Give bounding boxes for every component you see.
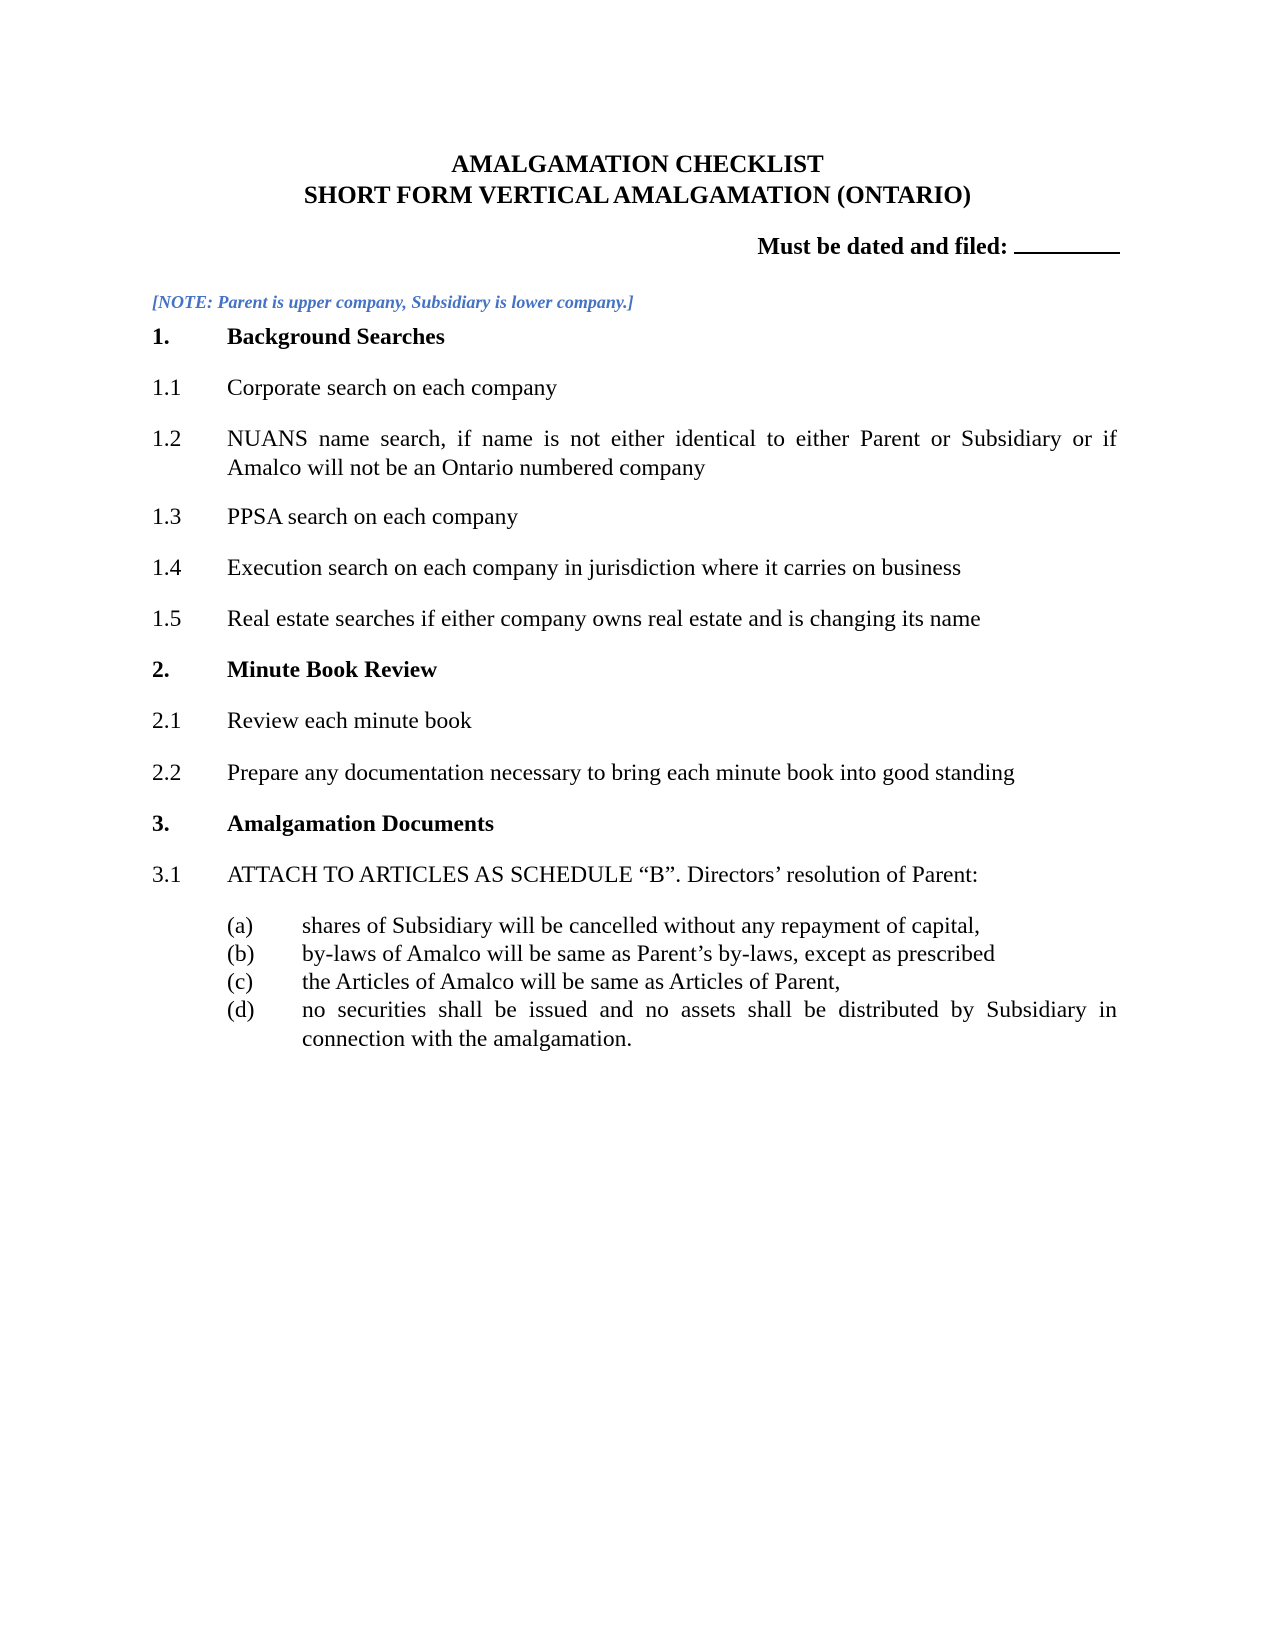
item-number: 1.4 [152,555,182,581]
section-number: 1. [152,324,170,350]
subitem-text: shares of Subsidiary will be cancelled without any repayment of capital, [302,913,981,939]
item-text: PPSA search on each company [227,504,519,530]
item-number: 2.1 [152,708,182,734]
subitem-text: the Articles of Amalco will be same as Articles of Parent, [302,969,841,995]
subitem-letter: (a) [227,913,254,939]
item-number: 1.1 [152,375,182,401]
subitem-text: by-laws of Amalco will be same as Parent’s by-laws, except as prescribed [302,941,996,967]
subitem-letter: (c) [227,969,254,995]
document-subtitle: SHORT FORM VERTICAL AMALGAMATION (ONTARIO) [303,182,972,209]
item-text: Prepare any documentation necessary to bring each minute book into good standing [227,760,1015,786]
item-number: 2.2 [152,760,182,786]
subitem-letter: (b) [227,941,255,967]
parent-subsidiary-note: [NOTE: Parent is upper company, Subsidiary is lower company.] [152,292,634,312]
subitem-text: no securities shall be issued and no assets shall be distributed by Subsidiary in connection with the amalgamation. [302,997,1117,1052]
subitem-letter: (d) [227,997,255,1023]
item-number: 1.3 [152,504,182,530]
item-text: NUANS name search, if name is not either identical to either Parent or Subsidiary or if Amalco will not be an Ontario numbered company [227,426,1117,481]
item-number: 3.1 [152,862,182,888]
item-text: Corporate search on each company [227,375,558,401]
document-title: AMALGAMATION CHECKLIST [451,151,824,178]
item-text: ATTACH TO ARTICLES AS SCHEDULE “B”. Directors’ resolution of Parent: [227,862,979,888]
section-title: Background Searches [227,324,445,350]
section-title: Minute Book Review [227,657,438,683]
section-number: 2. [152,657,170,683]
filing-date-blank [1014,232,1120,254]
filing-date-label: Must be dated and filed: [757,234,1008,260]
item-text: Review each minute book [227,708,472,734]
section-title: Amalgamation Documents [227,811,494,837]
item-text: Execution search on each company in jurisdiction where it carries on business [227,555,962,581]
item-number: 1.2 [152,426,182,452]
item-number: 1.5 [152,606,182,632]
filing-date-line [757,232,1120,262]
section-number: 3. [152,811,170,837]
item-text: Real estate searches if either company owns real estate and is changing its name [227,606,981,632]
